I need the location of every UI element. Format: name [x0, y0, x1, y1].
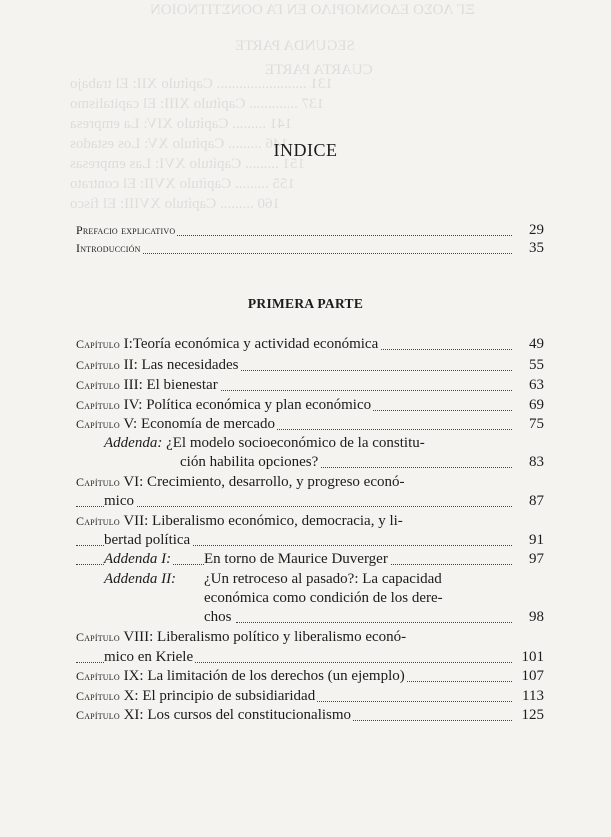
- toc-entry-label: mico en Kriele: [104, 649, 194, 665]
- toc-entry-label: ción habilita opciones?: [180, 454, 319, 470]
- show-through-text: 146 ......... Capítulo XV: Los estados: [70, 136, 289, 152]
- toc-page-number: 55: [514, 355, 544, 375]
- toc-entry-chapter-1[interactable]: [76, 334, 544, 354]
- show-through-text: SEGUNDA PARTE: [235, 38, 355, 54]
- toc-entry-chapter-2[interactable]: [76, 355, 544, 375]
- toc-entry-introduction[interactable]: [76, 238, 544, 258]
- toc-addenda-line: [76, 433, 544, 453]
- toc-entry-label: económica como condición de los dere-: [204, 590, 443, 606]
- part-heading: PRIMERA PARTE: [247, 296, 364, 311]
- show-through-text: 137 ............. Capítulo XIII: El capitalismo: [70, 96, 325, 112]
- toc-entry-label: Capítulo XI: Los cursos del constitucionalismo: [76, 707, 352, 723]
- addenda-label: Addenda II:: [104, 571, 177, 587]
- toc-entry-label: chos: [204, 609, 232, 625]
- show-through-text: 131 ........................ Capítulo XII: El trabajo: [70, 76, 333, 92]
- toc-chapter-6-line: Capítulo VI: Crecimiento, desarrollo, y progreso econó-: [76, 474, 405, 490]
- toc-chapter-7-line: Capítulo VII: Liberalismo económico, democracia, y li-: [76, 513, 403, 529]
- toc-entry-addenda-2[interactable]: [76, 607, 544, 627]
- toc-entry-chapter-5[interactable]: [76, 414, 544, 434]
- toc-entry-label: ¿El modelo socioeconómico de la constitu-: [166, 435, 425, 451]
- show-through-text: 160 ......... Capítulo XVIII: El fisco: [70, 196, 280, 212]
- leader-dots: [76, 506, 512, 507]
- toc-page-number: 69: [514, 395, 544, 415]
- toc-entry-label: Introducción: [76, 238, 143, 258]
- toc-page-number: 35: [514, 238, 544, 258]
- toc-entry-chapter-7[interactable]: [76, 530, 544, 550]
- toc-entry-label: VII: Liberalismo económico, democracia, y li-: [123, 513, 403, 529]
- toc-page-number: 101: [514, 647, 544, 667]
- toc-entry-chapter-8[interactable]: [76, 647, 544, 667]
- toc-entry-chapter-6[interactable]: [76, 491, 544, 511]
- toc-page-number: 49: [514, 334, 544, 354]
- show-through-text: 151 ......... Capítulo XVI: Las empresas: [70, 156, 305, 172]
- toc-entry-label: ¿Un retroceso al pasado?: La capacidad: [204, 571, 442, 587]
- toc-entry-label: VIII: Liberalismo político y liberalismo econó-: [123, 629, 407, 645]
- toc-addenda-2-line: [76, 588, 544, 608]
- toc-entry-label: bertad política: [104, 532, 191, 548]
- toc-entry-chapter-10[interactable]: [76, 686, 544, 706]
- toc-entry-addenda-chapter-5[interactable]: [76, 452, 544, 472]
- toc-entry-label: Capítulo V: Economía de mercado: [76, 416, 276, 432]
- leader-dots: [236, 622, 512, 623]
- toc-entry-label: Capítulo IX: La limitación de los derechos (un ejemplo): [76, 668, 405, 684]
- toc-entry-label: Capítulo X: El principio de subsidiaridad: [76, 688, 316, 704]
- index-title: INDICE: [273, 140, 338, 160]
- toc-entry-label: Capítulo IV: Política económica y plan económico: [76, 397, 372, 413]
- toc-addenda-2-line: [76, 569, 544, 589]
- addenda-label: Addenda:: [104, 435, 163, 451]
- toc-entry-label: mico: [104, 493, 134, 509]
- toc-entry-chapter-11[interactable]: [76, 705, 544, 725]
- toc-entry-addenda-1[interactable]: [76, 549, 544, 569]
- show-through-text: ΞΓ ΛΟΣΟ ΕΔΟΝΜΟΡΙΛΟ ΕΝ ΓΑ ΟΟΝΣΤΙΤΝΟΙΟΝ: [150, 2, 475, 18]
- toc-page-number: 75: [514, 414, 544, 434]
- toc-entry-label: En torno de Maurice Duverger: [204, 551, 388, 567]
- toc-entry-label: Prefacio explicativo: [76, 220, 177, 240]
- toc-entry-label: VI: Crecimiento, desarrollo, y progreso econó-: [123, 474, 405, 490]
- toc-entry-preface[interactable]: [76, 220, 544, 240]
- toc-entry-chapter-3[interactable]: [76, 375, 544, 395]
- toc-page-number: 113: [514, 686, 544, 706]
- toc-page-number: 63: [514, 375, 544, 395]
- toc-entry-chapter-9[interactable]: [76, 666, 544, 686]
- toc-page-number: 83: [514, 452, 544, 472]
- toc-entry-chapter-4[interactable]: [76, 395, 544, 415]
- toc-page-number: 98: [514, 607, 544, 627]
- toc-page-number: 125: [514, 705, 544, 725]
- toc-page-number: 29: [514, 220, 544, 240]
- toc-page-number: 91: [514, 530, 544, 550]
- toc-page-number: 107: [514, 666, 544, 686]
- toc-entry-label: Capítulo II: Las necesidades: [76, 357, 239, 373]
- show-through-text: 155 ......... Capítulo XVII: El contrato: [70, 176, 295, 192]
- toc-entry-label: Capítulo I:Teoría económica y actividad económica: [76, 336, 379, 352]
- addenda-label: Addenda I:: [104, 551, 172, 567]
- toc-chapter-8-line: Capítulo VIII: Liberalismo político y liberalismo econó-: [76, 629, 407, 645]
- show-through-text: CUARTA PARTE: [265, 62, 373, 78]
- toc-page-number: 87: [514, 491, 544, 511]
- show-through-text: 141 ......... Capítulo XIV: La empresa: [70, 116, 293, 132]
- toc-page-number: 97: [514, 549, 544, 569]
- toc-entry-label: Capítulo III: El bienestar: [76, 377, 218, 393]
